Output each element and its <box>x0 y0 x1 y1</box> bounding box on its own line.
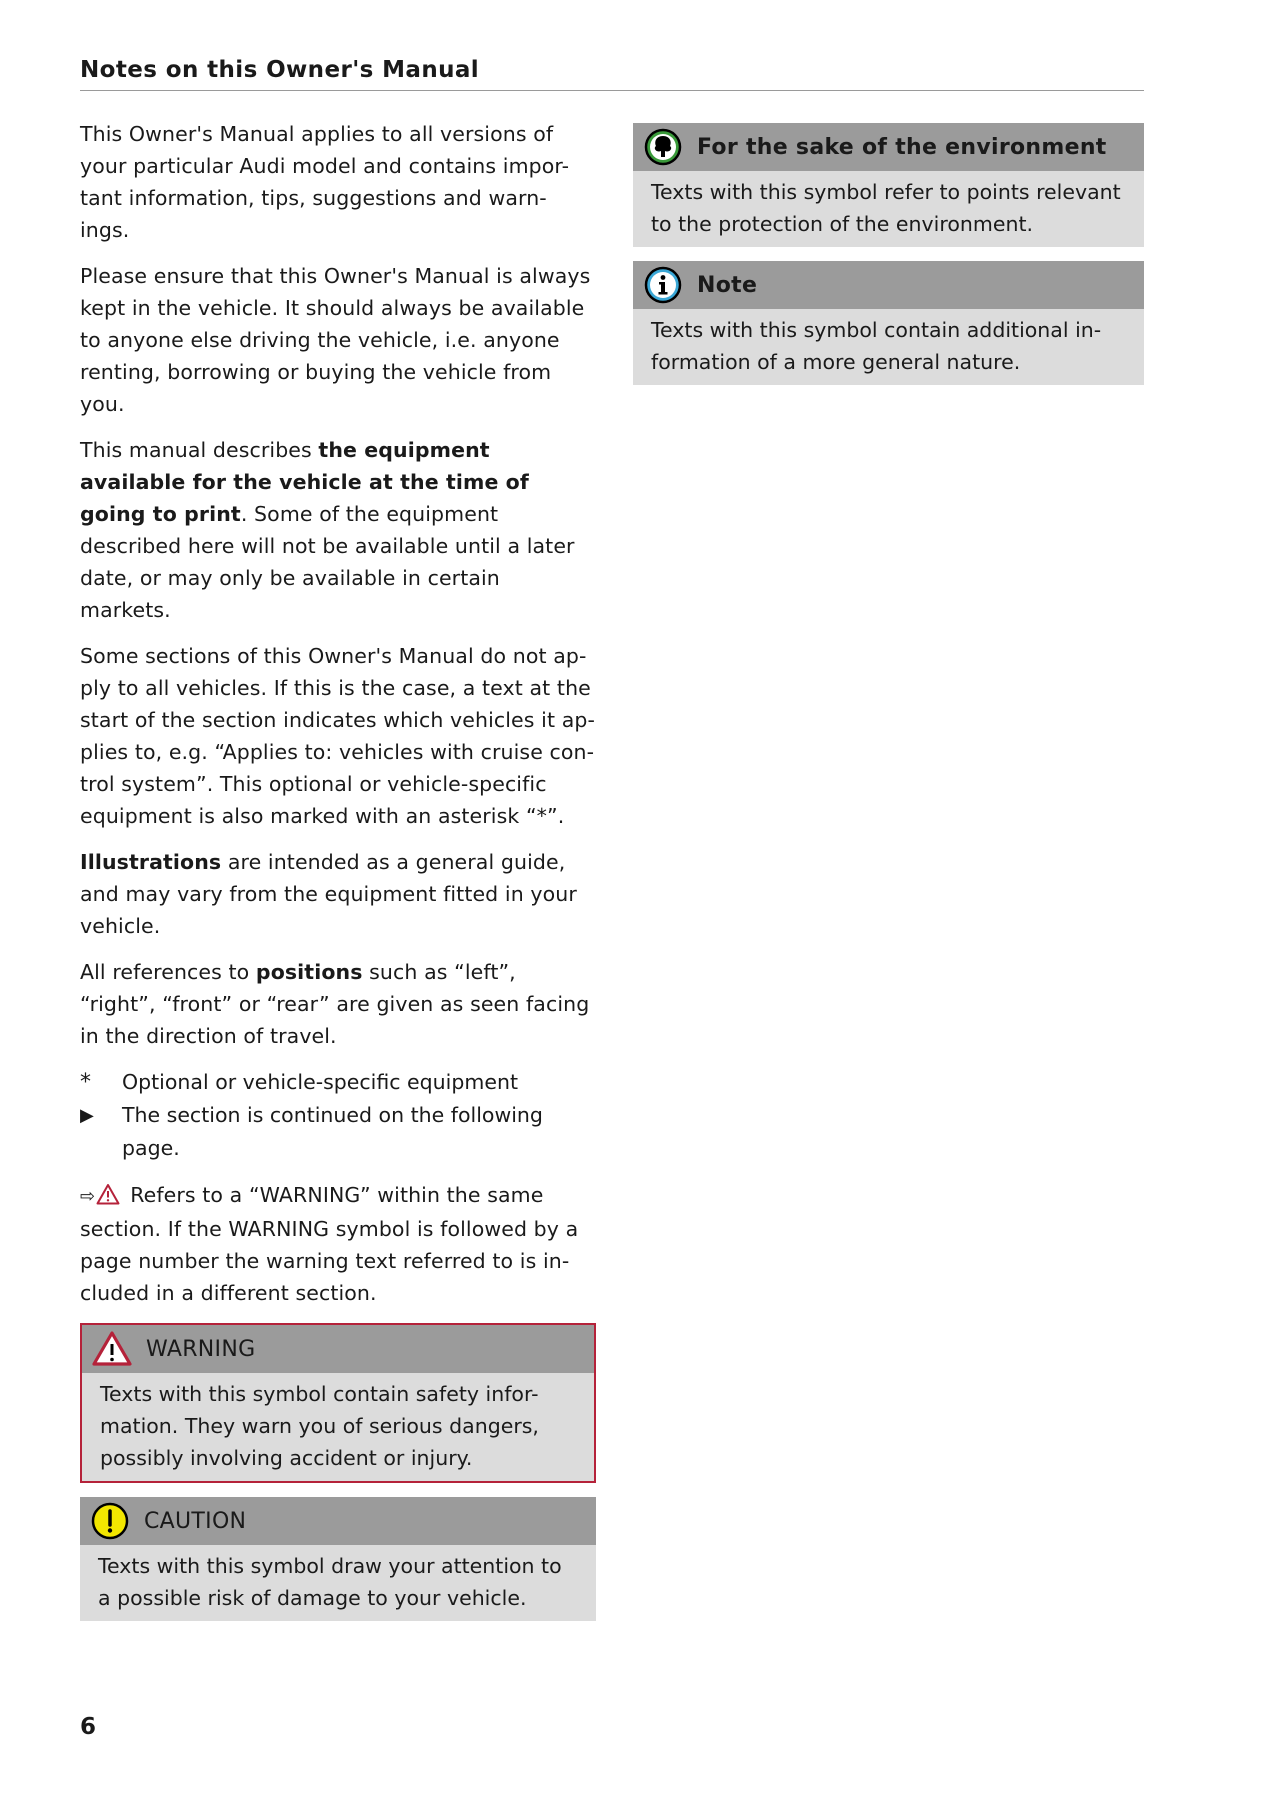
caution-title: CAUTION <box>144 1508 247 1534</box>
bold-text: positions <box>255 960 363 984</box>
legend-text: Optional or vehicle-specific equipment <box>122 1070 518 1094</box>
legend-item-continued <box>80 1099 596 1165</box>
paragraph-positions <box>80 956 596 1052</box>
text: are intended as a general guide, and may vary from the equipment fitted in your vehicle. <box>80 850 577 938</box>
warning-box <box>80 1323 596 1483</box>
caution-header <box>80 1497 596 1545</box>
tree-icon <box>642 126 684 168</box>
text: such as “left”, “right”, “front” or “rear” are given as seen facing in the direction of travel. <box>80 960 590 1048</box>
arrow-right-icon: ⇨ <box>80 1186 96 1207</box>
caution-box <box>80 1497 596 1621</box>
symbol-legend <box>80 1066 596 1165</box>
text: All references to <box>80 960 256 984</box>
info-icon <box>642 264 684 306</box>
caution-body: Texts with this symbol draw your attention to a possible risk of damage to your vehicle. <box>98 1554 562 1610</box>
text: . Some of the equipment described here will not be available until a later date, or may only be available in certain markets. <box>80 502 575 622</box>
paragraph-warning-reference <box>80 1179 596 1309</box>
legend-text: The section is continued on the following page. <box>122 1103 543 1160</box>
note-box <box>633 261 1144 385</box>
play-arrow-icon: ▶ <box>80 1105 94 1126</box>
paragraph-equipment <box>80 434 596 626</box>
text: This manual describes <box>80 438 319 462</box>
warning-body: Texts with this symbol contain safety infor-mation. They warn you of serious dangers, possibly involving accident or injury. <box>100 1382 539 1470</box>
environment-header <box>633 123 1144 171</box>
paragraph-illustrations <box>80 846 596 942</box>
bold-text: Illustrations <box>80 850 222 874</box>
legend-item-optional <box>80 1066 596 1099</box>
warning-header <box>82 1325 594 1373</box>
environment-box <box>633 123 1144 247</box>
asterisk-icon: * <box>80 1070 91 1095</box>
exclamation-circle-icon <box>89 1500 131 1542</box>
left-column <box>80 118 596 1635</box>
bold-text: the equipment available for the vehicle at the time of going to print <box>80 438 529 526</box>
section-title: Notes on this Owner's Manual <box>80 57 480 83</box>
paragraph-sections: Some sections of this Owner's Manual do not ap-ply to all vehicles. If this is the case, a text at the start of the section indicates which vehicles it ap-plies to, e.g. “Applies to: vehicles with cruise con-trol system”. This optional or vehicle-specific equipment is also marked with an asterisk “*”. <box>80 644 595 828</box>
environment-title: For the sake of the environment <box>697 134 1107 160</box>
warning-title: WARNING <box>146 1336 256 1362</box>
warning-triangle-icon <box>91 1328 133 1370</box>
text: Refers to a “WARNING” within the same section. If the WARNING symbol is followed by a page number the warning text referred to is in-cluded in a different section. <box>80 1183 579 1305</box>
paragraph-keep-in-vehicle: Please ensure that this Owner's Manual is always kept in the vehicle. It should always be available to anyone else driving the vehicle, i.e. anyone renting, borrowing or buying the vehicle from you. <box>80 264 591 416</box>
warning-triangle-icon <box>96 1183 120 1205</box>
note-header <box>633 261 1144 309</box>
note-body: Texts with this symbol contain additional in-formation of a more general nature. <box>651 318 1102 374</box>
right-column <box>633 123 1144 399</box>
paragraph-scope: This Owner's Manual applies to all versions of your particular Audi model and contains impor-tant information, tips, suggestions and warn-ings. <box>80 122 570 242</box>
page-header <box>80 54 1144 91</box>
note-title: Note <box>697 272 758 298</box>
environment-body: Texts with this symbol refer to points relevant to the protection of the environment. <box>651 180 1121 236</box>
page-number: 6 <box>80 1714 97 1740</box>
